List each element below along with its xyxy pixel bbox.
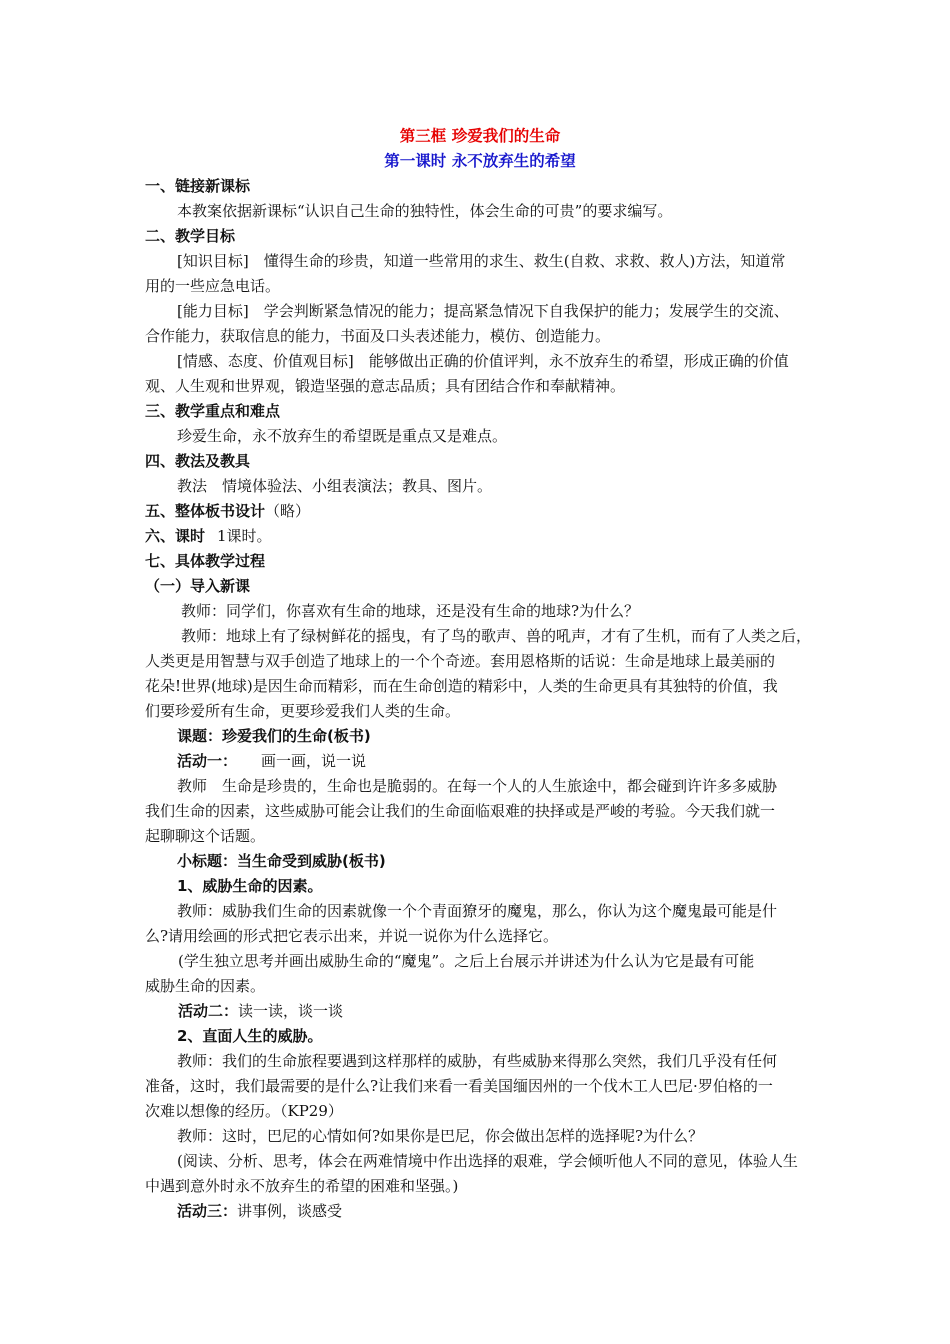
paragraph-line: 教师 生命是珍贵的，生命也是脆弱的。在每一个人的人生旅途中，都会碰到许许多多威胁 <box>177 777 778 795</box>
paragraph-line: [情感、态度、价值观目标] 能够做出正确的价值评判，永不放弃生的希望，形成正确的价值 <box>177 352 789 370</box>
paragraph-line: 花朵!世界(地球)是因生命而精彩，而在生命创造的精彩中，人类的生命更具有其独特的价值，我 <box>145 677 778 695</box>
paragraph-line: 人类更是用智慧与双手创造了地球上的一个个奇迹。套用恩格斯的话说：生命是地球上最美丽的 <box>145 652 776 670</box>
point-2: 2、直面人生的威胁。 <box>177 1027 323 1045</box>
activity-3 <box>145 1199 815 1224</box>
activity-3-text: 讲事例，谈感受 <box>237 1202 343 1220</box>
section-6-value: 1课时。 <box>217 527 272 545</box>
paragraph-line: 教师：这时，巴尼的心情如何?如果你是巴尼，你会做出怎样的选择呢?为什么？ <box>177 1127 704 1145</box>
document-title: 第三框 珍爱我们的生命 <box>399 127 561 145</box>
section-heading-1: 一、链接新课标 <box>145 177 251 195</box>
document-page <box>145 124 815 1224</box>
section-heading-2: 二、教学目标 <box>145 227 236 245</box>
paragraph-line: 教师：威胁我们生命的因素就像一个个青面獠牙的魔鬼，那么，你认为这个魔鬼最可能是什 <box>177 902 778 920</box>
activity-3-label: 活动三： <box>177 1202 238 1220</box>
subsection-heading: （一）导入新课 <box>145 577 251 595</box>
paragraph-line: 教师：我们的生命旅程要遇到这样那样的威胁，有些威胁来得那么突然，我们几乎没有任何 <box>177 1052 778 1070</box>
paragraph-line: (学生独立思考并画出威胁生命的“魔鬼”。之后上台展示并讲述为什么认为它是最有可能 <box>178 952 755 970</box>
activity-1-text: 画一画，说一说 <box>261 752 367 770</box>
paragraph-line: 教师：同学们，你喜欢有生命的地球，还是没有生命的地球?为什么？ <box>181 602 640 620</box>
section-heading-5: 五、整体板书设计 <box>145 502 266 520</box>
paragraph-line: 合作能力，获取信息的能力，书面及口头表述能力，模仿、创造能力。 <box>145 327 611 345</box>
paragraph-line: 中遇到意外时永不放弃生的希望的困难和坚强。) <box>145 1177 459 1195</box>
paragraph-line: 起聊聊这个话题。 <box>145 827 266 845</box>
paragraph: 教法 情境体验法、小组表演法；教具、图片。 <box>177 477 493 495</box>
paragraph-line: [知识目标] 懂得生命的珍贵，知道一些常用的求生、救生(自救、求救、救人)方法，知道常 <box>177 252 786 270</box>
paragraph-line: 们要珍爱所有生命，更要珍爱我们人类的生命。 <box>145 702 461 720</box>
section-5-note: （略） <box>265 502 311 520</box>
paragraph-line: 用的一些应急电话。 <box>145 277 281 295</box>
section-5-line <box>145 499 815 524</box>
section-heading-4: 四、教法及教具 <box>145 452 251 470</box>
section-heading-3: 三、教学重点和难点 <box>145 402 281 420</box>
subtopic: 小标题：当生命受到威胁(板书) <box>177 852 386 870</box>
lesson-topic: 课题：珍爱我们的生命(板书) <box>177 727 371 745</box>
paragraph-line: 威胁生命的因素。 <box>145 977 266 995</box>
point-1: 1、威胁生命的因素。 <box>177 877 323 895</box>
paragraph-line: 教师：地球上有了绿树鲜花的摇曳，有了鸟的歌声、兽的吼声，才有了生机，而有了人类之后， <box>181 627 812 645</box>
section-6-line <box>145 524 815 549</box>
activity-2-label: 活动二： <box>178 1002 239 1020</box>
paragraph-line: 次难以想像的经历。（KP29） <box>145 1102 343 1120</box>
section-heading-6: 六、课时 <box>145 527 206 545</box>
paragraph-line: [能力目标] 学会判断紧急情况的能力；提高紧急情况下自我保护的能力；发展学生的交流、 <box>177 302 789 320</box>
activity-2 <box>145 999 815 1024</box>
paragraph-line: (阅读、分析、思考，体会在两难情境中作出选择的艰难，学会倾听他人不同的意见，体验人生 <box>177 1152 798 1170</box>
paragraph-line: 么?请用绘画的形式把它表示出来，并说一说你为什么选择它。 <box>145 927 559 945</box>
activity-2-text: 读一读，谈一谈 <box>238 1002 344 1020</box>
activity-1-label: 活动一： <box>177 752 238 770</box>
section-heading-7: 七、具体教学过程 <box>145 552 266 570</box>
paragraph: 珍爱生命，永不放弃生的希望既是重点又是难点。 <box>177 427 508 445</box>
paragraph-line: 我们生命的因素，这些威胁可能会让我们的生命面临艰难的抉择或是严峻的考验。今天我们就一 <box>145 802 776 820</box>
document-subtitle: 第一课时 永不放弃生的希望 <box>384 152 576 170</box>
paragraph-line: 观、人生观和世界观，锻造坚强的意志品质；具有团结合作和奉献精神。 <box>145 377 626 395</box>
paragraph-line: 准备，这时，我们最需要的是什么?让我们来看一看美国缅因州的一个伐木工人巴尼·罗伯格的一 <box>145 1077 773 1095</box>
activity-1 <box>145 749 815 774</box>
paragraph: 本教案依据新课标“认识自己生命的独特性，体会生命的可贵”的要求编写。 <box>177 202 673 220</box>
